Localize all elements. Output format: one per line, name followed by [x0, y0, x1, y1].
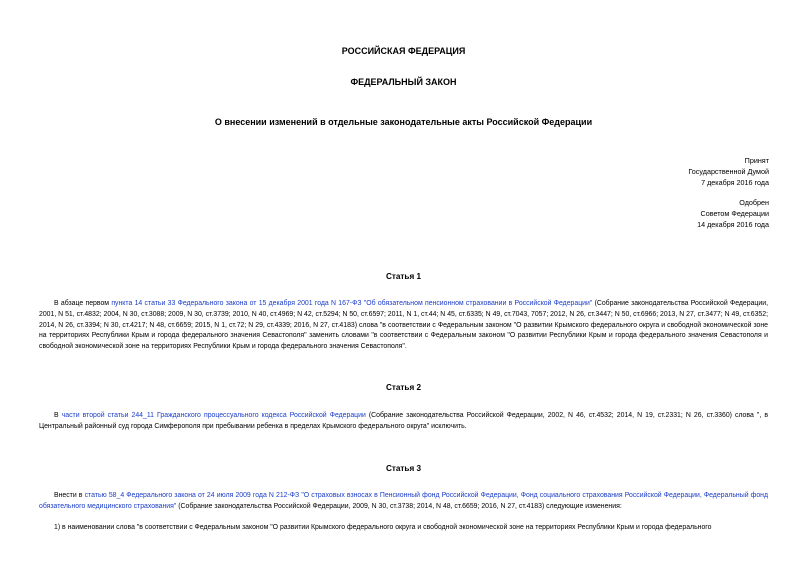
article-3-pre: Внести в: [54, 492, 85, 499]
law-title: О внесении изменений в отдельные законодательные акты Российской Федерации: [214, 117, 593, 127]
article-3-item-1: 1) в наименовании слова "в соответствии с Федеральным законом "О развитии Крымского федерального округа и свободной экономической зоне на территориях Республики Крым и города федерального: [54, 524, 712, 531]
article-1-text: [39, 299, 768, 353]
accepted-date: 7 декабря 2016 года: [701, 178, 769, 187]
article-3-heading: Статья 3: [385, 464, 422, 473]
country-title: РОССИЙСКАЯ ФЕДЕРАЦИЯ: [341, 46, 466, 56]
article-3-post: (Собрание законодательства Российской Федерации, 2009, N 30, ст.3738; 2014, N 48, ст.6659; 2016, N 27, ст.4183) следующие изменения:: [176, 502, 622, 510]
article-1-heading: Статья 1: [385, 272, 422, 281]
approved-label: Одобрен: [739, 198, 769, 207]
article-1-link[interactable]: пункта 14 статьи 33 Федерального закона от 15 декабря 2001 года N 167-ФЗ "Об обязательном пенсионном страховании в Российской Федерации": [111, 300, 593, 307]
approved-by: Советом Федерации: [700, 209, 769, 218]
article-1-pre: В абзаце первом: [54, 300, 112, 307]
article-3-text: [39, 491, 768, 513]
article-2-post: (Собрание законодательства Российской Федерации, 2002, N 46, ст.4532; 2014, N 19, ст.2331; N 26, ст.3360) слова ", в Центральный районный суд города Симферополя при пребывании ребенка в пределах Крымского федерального округа" исключить.: [39, 412, 768, 430]
article-2-heading: Статья 2: [385, 383, 422, 392]
article-3-link[interactable]: статью 58_4 Федерального закона от 24 июля 2009 года N 212-ФЗ "О страховых взносах в Пенсионный фонд Российской Федерации, Фонд социального страхования Российской Федерации, Федеральный фонд обязательного медицинского страхования": [39, 492, 768, 510]
article-2-pre: В: [54, 412, 62, 419]
accepted-label: Принят: [744, 156, 769, 165]
adoption-duma-block: [688, 155, 769, 188]
article-2-text: [39, 411, 768, 433]
adoption-council-block: [697, 197, 769, 230]
article-2-link[interactable]: части второй статьи 244_11 Гражданского процессуального кодекса Российской Федерации: [61, 412, 366, 419]
article-1-post: (Собрание законодательства Российской Федерации, 2001, N 51, ст.4832; 2004, N 30, ст.3088; 2009, N 30, ст.3739; 2010, N 40, ст.4969; N 42, ст.5294; N 50, ст.6597; 2011, N 1, ст.44; N 45, ст.6335; N 49, ст.7043, 7057; 2012, N 26, ст.3447; N 50, ст.6966; 2013, N 27, ст.3477; N 49, ст.6352; 2014, N 26, ст.3394; N 30, ст.4217; N 48, ст.6659; 2015, N 1, ст.72; N 29, ст.4339; 2016, N 27, ст.4183) слова "в соответствии с Федеральным законом "О развитии Крымского федерального округа и свободной экономической зоне на территориях Республики Крым и города федерального значения Севастополя" заменить словами "в соответствии с Федеральным законом "О развитии Республики Крым и города федерального значения Севастополя и свободной экономической зоне на территориях Республики Крым и города федерального значения Севастополя".: [39, 300, 768, 351]
law-type-title: ФЕДЕРАЛЬНЫЙ ЗАКОН: [350, 77, 457, 87]
accepted-by: Государственной Думой: [688, 167, 769, 176]
approved-date: 14 декабря 2016 года: [697, 220, 769, 229]
